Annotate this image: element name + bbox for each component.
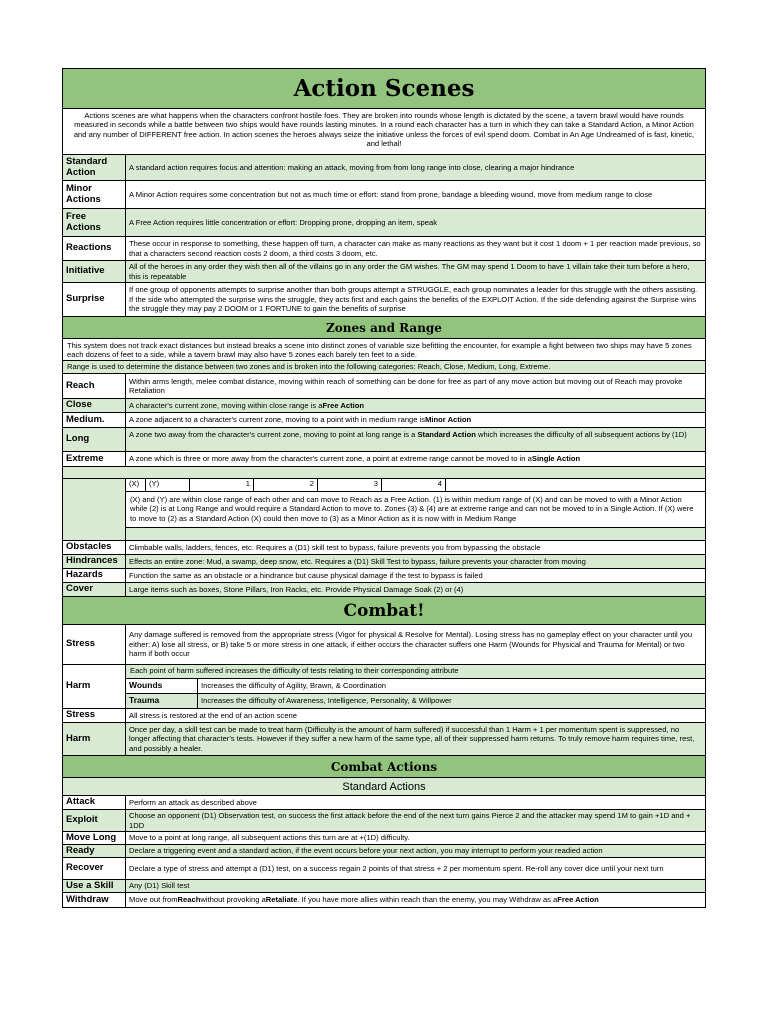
harm-wounds-desc: Increases the difficulty of Agility, Brawn, & Coordination (201, 681, 387, 691)
harm-trauma-row (126, 694, 705, 708)
row-label: Exploit (63, 810, 126, 831)
zones-title-text: Zones and Range (326, 320, 442, 335)
row-label: Obstacles (63, 541, 126, 554)
row-label: Attack (63, 796, 126, 809)
desc-text: A zone which is three or more away from the character's current zone, a point at extreme range cannot be moved to in a (129, 454, 532, 464)
range-intro-row (63, 361, 705, 374)
desc-text: A character's current zone, moving within close range is a (129, 400, 323, 410)
row-desc: Function the same as an obstacle or a hindrance but cause physical damage if the test to bypass is failed (129, 570, 483, 580)
row-minor-actions (63, 181, 705, 209)
desc-keyword: Standard Action (417, 430, 476, 439)
row-desc: Within arms length, melee combat distance, moving within reach of something can be done for free as part of any move action but moving out of Reach may provoke Retaliation (129, 376, 683, 395)
row-label: Hindrances (63, 555, 126, 568)
row-label: Reactions (63, 237, 126, 260)
row-range-close (63, 399, 705, 413)
row-free-actions (63, 209, 705, 237)
desc-text-after: which increases the difficulty of all subsequent actions by (1D) (475, 430, 687, 439)
range-intro: Range is used to determine the distance between two zones and is broken into the following categories: Reach, Close, Medium, Long, Extreme. (67, 362, 551, 371)
zones-intro: This system does not track exact distances but instead breaks a scene into distinct zones of variable size befitting the encounter, for example a fight between two ships may have 5 zones each dozens of feet to a side, while a tavern brawl may also have 5 zones each barely ten feet to a side. (67, 341, 692, 360)
desc-keyword-reach: Reach (177, 895, 201, 905)
page-title-text: Action Scenes (293, 75, 475, 102)
row-desc: All of the heroes in any order they wish then all of the villains go in any order the GM wishes. The GM may spend 1 Doom to have 1 villain take their turn before a hero, this is repeatable (129, 262, 690, 281)
row-range-extreme (63, 452, 705, 467)
row-hindrances (63, 555, 705, 569)
row-range-long (63, 428, 705, 452)
harm-trauma-label: Trauma (126, 694, 198, 708)
zone-example-content (126, 479, 705, 540)
row-desc: These occur in response to something, these happen off turn, a character can make as many reactions as they want but it cost 1 doom + 1 per reaction made previous, so that a characters second reaction costs 2 doom, a third costs 3 doom, etc. (129, 239, 701, 258)
row-hazards (63, 569, 705, 583)
row-desc: A Free Action requires little concentration or effort: Dropping prone, dropping an item, speak (129, 217, 438, 227)
zone-grid-cells (126, 479, 705, 491)
row-desc (126, 428, 705, 451)
row-move-long (63, 832, 705, 845)
row-label: Recover (63, 858, 126, 879)
row-label: Free Actions (63, 209, 126, 236)
row-harm-treat (63, 723, 705, 756)
row-range-reach (63, 374, 705, 399)
row-label: Harm (63, 723, 126, 755)
desc-text: . If you have more allies within reach than the enemy, you may Withdraw as a (297, 895, 558, 905)
row-desc: Large items such as boxes, Stone Pillars, Iron Racks, etc. Provide Physical Damage Soak (2) or (4) (129, 584, 464, 594)
desc-keyword-retaliate: Retaliate (265, 895, 298, 905)
row-label: Minor Actions (63, 181, 126, 208)
harm-wounds-label: Wounds (126, 679, 198, 693)
row-label: Cover (63, 583, 126, 596)
row-desc: Effects an entire zone: Mud, a swamp, deep snow, etc. Requires a (D1) Skill Test to bypass, failure prevents your character from moving (129, 556, 586, 566)
row-label: Withdraw (63, 893, 126, 907)
row-attack (63, 796, 705, 810)
row-label: Move Long (63, 832, 126, 844)
zone-example-text-row (126, 492, 705, 528)
row-ready (63, 845, 705, 858)
spacer-row (63, 467, 705, 479)
row-desc: Perform an attack as described above (129, 797, 257, 807)
row-label: Ready (63, 845, 126, 857)
row-exploit (63, 810, 705, 832)
row-desc: A standard action requires focus and attention: making an attack, moving from from long range into close, clearing a major hindrance (129, 162, 575, 172)
row-label: Stress (63, 709, 126, 722)
row-desc: Climbable walls, ladders, fences, etc. Requires a (D1) skill test to bypass, failure prevents you from bypassing the obstacle (129, 542, 541, 552)
zones-title (63, 317, 705, 339)
zone-cell-x: (X) (126, 479, 146, 491)
zone-example-spacer (126, 528, 705, 540)
row-desc (126, 452, 705, 466)
intro-text: Actions scenes are what happens when the characters confront hostile foes. They are broken into rounds whose length is dictated by the scene, a tavern brawl would have rounds measured in seconds while a battle between two ships would have rounds lasting minutes. In a round each character has a turn in which they can take a Standard Action, a Minor Action and any number of DIFFERENT free action. In action scenes the heroes always seize the initiative unless the forces of evil spend doom. Combat in An Age Undreamed of is fast, kinetic, and lethal! (73, 111, 695, 149)
row-label: Initiative (63, 261, 126, 282)
standard-actions-title (63, 778, 705, 796)
row-label: Stress (63, 625, 126, 664)
row-stress-restore (63, 709, 705, 723)
row-label: Hazards (63, 569, 126, 582)
harm-intro: Each point of harm suffered increases the difficulty of tests relating to their corresponding attribute (130, 666, 459, 675)
row-withdraw (63, 893, 705, 907)
intro-row (63, 109, 705, 155)
row-desc (126, 893, 705, 907)
row-desc: Any damage suffered is removed from the appropriate stress (Vigor for physical & Resolve for Mental). Losing stress has no gameplay effect on your character until you either: A) lose all stress, or B) take 5 or more stress in one attack, if either occurs the character suffers one Harm (Wounds for Physical and Trauma for Mental) or two harm if both occur (129, 630, 693, 659)
zone-grid (126, 479, 705, 492)
zone-cell-2: 2 (254, 479, 318, 491)
row-desc (126, 413, 705, 427)
row-harm (63, 665, 705, 709)
combat-actions-title-text: Combat Actions (330, 759, 438, 774)
row-label: Extreme (63, 452, 126, 466)
row-recover (63, 858, 705, 880)
harm-trauma-desc: Increases the difficulty of Awareness, Intelligence, Personality, & Willpower (201, 696, 452, 706)
row-desc: Once per day, a skill test can be made to treat harm (Difficulty is the amount of harm suffered) if successful than 1 Harm + 1 per momentum spent is suppressed, no longer affecting that character's tests. However if they suffer a new harm of the same type, all of their suppressed harm returns. To truly remove harm requires time, rest, and possibly a healer. (129, 724, 695, 753)
row-use-a-skill (63, 880, 705, 893)
page-title (63, 69, 705, 109)
row-desc: All stress is restored at the end of an action scene (129, 710, 297, 720)
desc-keyword: Minor Action (425, 415, 472, 425)
row-desc: Any (D1) Skill test (129, 881, 190, 891)
row-standard-action (63, 155, 705, 181)
row-label: Reach (63, 374, 126, 398)
zone-example-label (63, 479, 126, 540)
row-desc: Declare a triggering event and a standard action, if the event occurs before your next action, you may interrupt to perform your readied action (129, 846, 603, 856)
desc-text: Move out from (129, 895, 178, 905)
row-label: Long (63, 428, 126, 451)
desc-text: A zone two away from the character's current zone, moving to point at long range is a (129, 430, 418, 439)
row-desc: Move to a point at long range, all subsequent actions this turn are at +(1D) difficulty. (129, 833, 410, 843)
zone-example-row (63, 479, 705, 541)
combat-title (63, 597, 705, 625)
row-cover (63, 583, 705, 597)
zone-cell-empty (446, 479, 705, 491)
harm-intro-row (126, 665, 705, 679)
zone-cell-3: 3 (318, 479, 382, 491)
row-range-medium (63, 413, 705, 428)
row-desc: Declare a type of stress and attempt a (D1) test, on a success regain 2 points of that stress + 2 per momentum spent. Re-roll any cover dice until your next turn (129, 863, 664, 873)
action-scenes-sheet (62, 68, 706, 908)
row-label: Use a Skill (63, 880, 126, 892)
row-label: Close (63, 399, 126, 412)
row-initiative (63, 261, 705, 283)
zone-cell-4: 4 (382, 479, 446, 491)
row-label: Medium. (63, 413, 126, 427)
row-reactions (63, 237, 705, 261)
zone-example-text: (X) and (Y) are within close range of each other and can move to Reach as a Free Action. (1) is within medium range of (X) and can be moved to with a Minor Action while (2) is at Long Range and would require a Standard Action to move to. Zones (3) & (4) are at extreme range and can not be moved to in a Single Action. If (X) were to move to (2) as a Standard Action (X) could then move to (3) as a Minor Action as it is now with in Medium Range (130, 495, 694, 523)
combat-actions-title (63, 756, 705, 778)
row-label: Harm (63, 665, 126, 708)
desc-text: A zone adjacent to a character's current zone, moving to a point with in medium range is (129, 415, 426, 425)
row-label: Surprise (63, 283, 126, 316)
desc-keyword: Single Action (531, 454, 581, 464)
row-desc (126, 399, 705, 412)
harm-wounds-row (126, 679, 705, 694)
zones-intro-row (63, 339, 705, 361)
standard-actions-title-text: Standard Actions (342, 780, 426, 793)
row-desc: If one group of opponents attempts to surprise another than both groups attempt a STRUGGLE, each group nominates a leader for this struggle with the others assisting. If the side who attempted the surprise wins the struggle, they acts first and each gains the benefits of the EXPLOIT Action. If the side defending against the Surprise wins the struggle they may pay 2 DOOM or 1 FORTUNE to gain the benefits of surprise (129, 285, 698, 314)
row-desc: Choose an opponent (D1) Observation test, on success the first attack before the end of the next turn gains Pierce 2 and the attacker may spend 1M to gain +1D and + 1DD (129, 811, 691, 830)
row-surprise (63, 283, 705, 317)
row-stress (63, 625, 705, 665)
harm-sub (126, 665, 705, 708)
desc-keyword-free-action: Free Action (557, 895, 599, 905)
row-label: Standard Action (63, 155, 126, 180)
desc-keyword: Free Action (322, 400, 364, 410)
combat-title-text: Combat! (343, 600, 425, 621)
zone-cell-1: 1 (190, 479, 254, 491)
row-obstacles (63, 541, 705, 555)
row-desc: A Minor Action requires some concentration but not as much time or effort: stand from prone, bandage a bleeding wound, move from medium range to close (129, 189, 653, 199)
zone-cell-y: (Y) (146, 479, 190, 491)
desc-text: without provoking a (200, 895, 266, 905)
